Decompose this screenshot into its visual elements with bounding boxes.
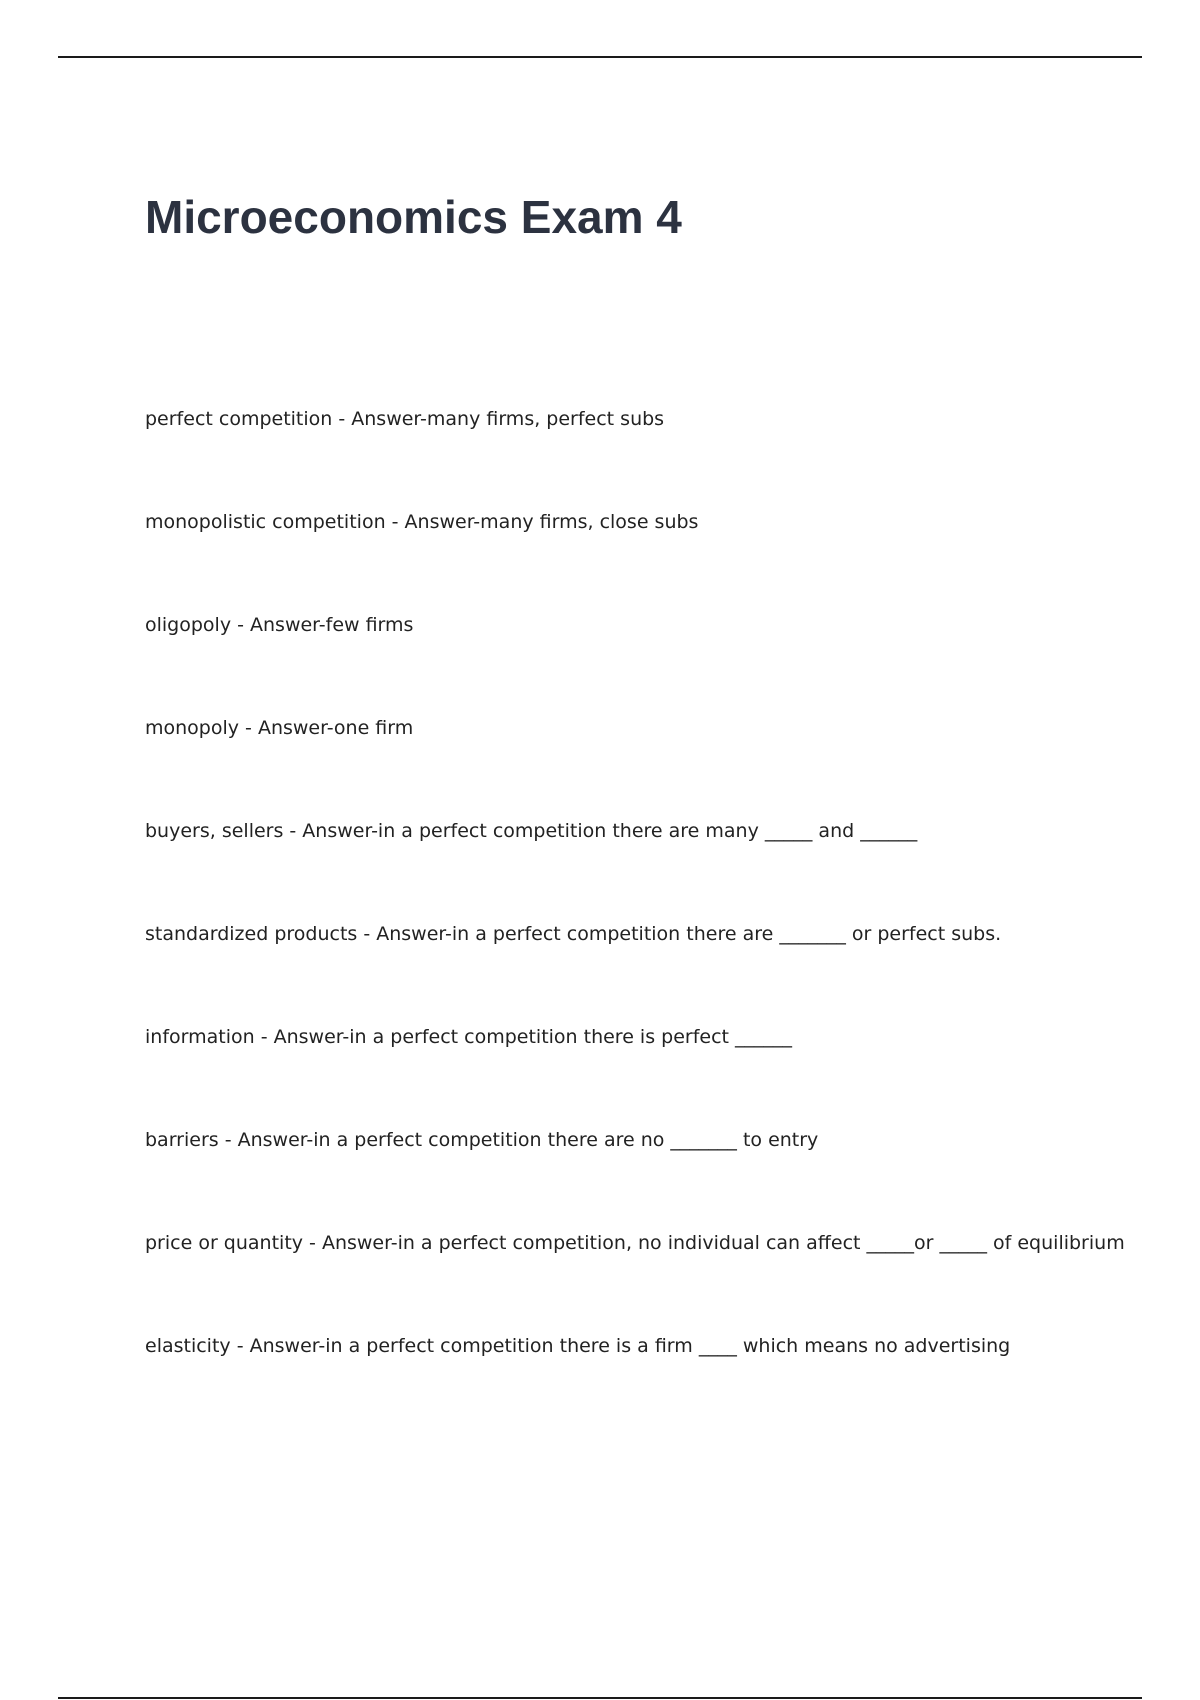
header-rule [58,56,1142,58]
footer-rule [58,1697,1142,1699]
flashcard-list [145,407,1125,1437]
flashcard-entry: monopoly - Answer-one firm [145,717,414,739]
flashcard-entry: perfect competition - Answer-many firms, perfect subs [145,408,665,430]
flashcard-entry: price or quantity - Answer-in a perfect competition, no individual can affect _____or _____ of equilibrium [145,1232,1125,1254]
flashcard-entry: standardized products - Answer-in a perfect competition there are _______ or perfect subs. [145,923,1002,945]
flashcard-entry: oligopoly - Answer-few firms [145,614,414,636]
flashcard-entry: buyers, sellers - Answer-in a perfect competition there are many _____ and ______ [145,820,918,842]
flashcard-entry: elasticity - Answer-in a perfect competition there is a firm ____ which means no advertising [145,1335,1011,1357]
flashcard-entry: barriers - Answer-in a perfect competition there are no _______ to entry [145,1129,819,1151]
flashcard-entry: monopolistic competition - Answer-many firms, close subs [145,511,699,533]
flashcard-entry: information - Answer-in a perfect competition there is perfect ______ [145,1026,793,1048]
document-title: Microeconomics Exam 4 [145,191,682,243]
